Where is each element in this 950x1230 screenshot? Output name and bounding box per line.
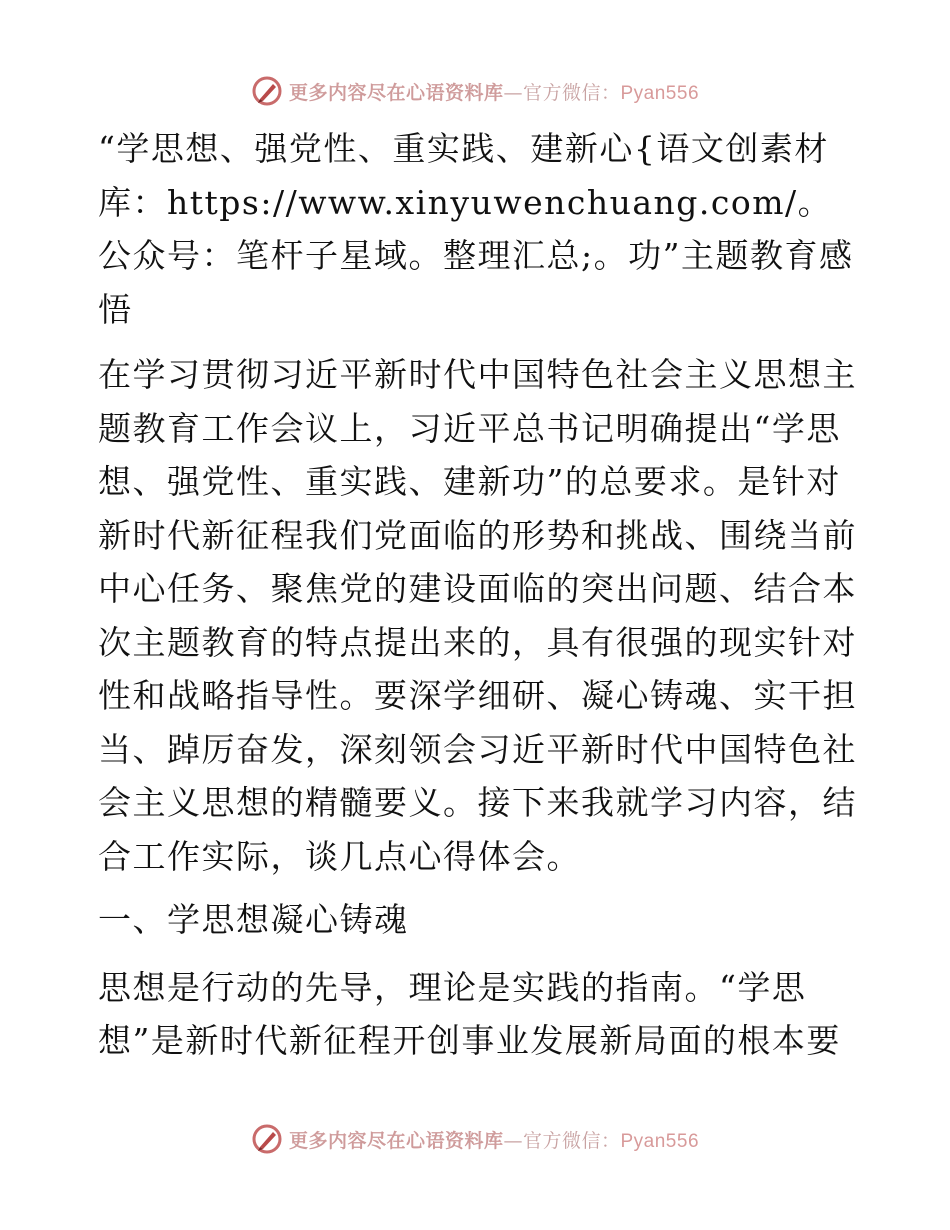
watermark-brand: 更多内容尽在心语资料库 xyxy=(288,81,504,104)
watermark-text xyxy=(289,1126,699,1153)
document-body xyxy=(98,122,858,1078)
section-heading: 一、学思想凝心铸魂 xyxy=(98,900,409,939)
section-paragraph: 思想是行动的先导，理论是实践的指南。“学思想”是新时代新征程开创事业发展新局面的根本要 xyxy=(98,967,841,1060)
watermark-label: 官方微信： xyxy=(522,81,621,104)
watermark-separator: — xyxy=(503,81,523,104)
document-title-paragraph: “学思想、强党性、重实践、建新心{语文创素材库：https://www.xinyuwenchuang.com/。公众号：笔杆子星域。整理汇总;。功”主题教育感悟 xyxy=(98,129,854,329)
watermark-label: 官方微信： xyxy=(522,1129,621,1152)
watermark-text xyxy=(289,78,699,105)
watermark-brand: 更多内容尽在心语资料库 xyxy=(288,1129,504,1152)
watermark-separator: — xyxy=(503,1129,523,1152)
header-watermark xyxy=(0,74,950,108)
watermark-handle: Pyan556 xyxy=(620,82,700,104)
red-pen-circle-logo-icon xyxy=(251,75,283,107)
watermark-handle: Pyan556 xyxy=(620,1130,700,1152)
intro-paragraph: 在学习贯彻习近平新时代中国特色社会主义思想主题教育工作会议上，习近平总书记明确提出“学思想、强党性、重实践、建新功”的总要求。是针对新时代新征程我们党面临的形势和挑战、围绕当前中心任务、聚焦党的建设面临的突出问题、结合本次主题教育的特点提出来的，具有很强的现实针对性和战略指导性。要深学细研、凝心铸魂、实干担当、踔厉奋发，深刻领会习近平新时代中国特色社会主义思想的精髓要义。接下来我就学习内容，结合工作实际，谈几点心得体会。 xyxy=(98,355,857,876)
footer-watermark xyxy=(0,1122,950,1156)
red-pen-circle-logo-icon xyxy=(251,1123,283,1155)
